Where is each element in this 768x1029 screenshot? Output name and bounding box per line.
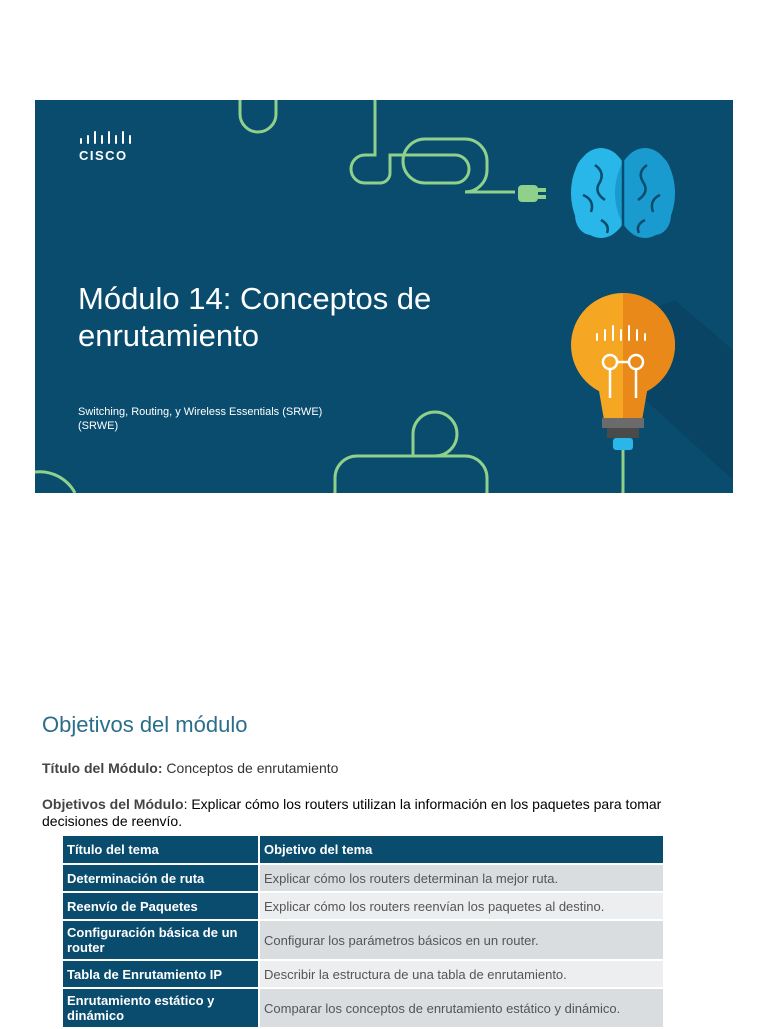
table-row bbox=[62, 920, 664, 960]
topic-title-cell: Reenvío de Paquetes bbox=[62, 892, 259, 920]
slide-title-line2: enrutamiento bbox=[78, 318, 259, 353]
table-row bbox=[62, 864, 664, 892]
module-objective-value: : Explicar cómo los routers utilizan la información en los paquetes para tomar decisiones de reenvío. bbox=[42, 796, 662, 829]
topic-objective-cell: Configurar los parámetros básicos en un router. bbox=[259, 920, 664, 960]
table-row bbox=[62, 960, 664, 988]
slide-subtitle-line2: (SRWE) bbox=[78, 420, 119, 432]
table-row bbox=[62, 988, 664, 1028]
slide-title-line1: Módulo 14: Conceptos de bbox=[78, 281, 432, 316]
module-objective-label: Objetivos del Módulo bbox=[42, 796, 184, 812]
brain-icon bbox=[571, 148, 675, 238]
header-topic-title: Título del tema bbox=[62, 835, 259, 864]
cisco-logo-text: CISCO bbox=[79, 148, 128, 163]
slide-title bbox=[78, 280, 508, 354]
slide-subtitle-line1: Switching, Routing, y Wireless Essentials (SRWE) bbox=[78, 406, 323, 418]
topic-objective-cell: Comparar los conceptos de enrutamiento estático y dinámico. bbox=[259, 988, 664, 1028]
topic-objective-cell: Explicar cómo los routers determinan la mejor ruta. bbox=[259, 864, 664, 892]
topic-objective-cell: Describir la estructura de una tabla de enrutamiento. bbox=[259, 960, 664, 988]
module-title-line bbox=[42, 760, 338, 776]
title-slide bbox=[35, 100, 733, 493]
topic-title-cell: Configuración básica de un router bbox=[62, 920, 259, 960]
module-title-value: Conceptos de enrutamiento bbox=[162, 760, 339, 776]
module-objective-line bbox=[42, 796, 702, 830]
topic-objective-cell: Explicar cómo los routers reenvían los paquetes al destino. bbox=[259, 892, 664, 920]
topic-title-cell: Determinación de ruta bbox=[62, 864, 259, 892]
slide-subtitle bbox=[78, 405, 378, 433]
table-header-row bbox=[62, 835, 664, 864]
module-title-label: Título del Módulo: bbox=[42, 760, 163, 776]
topic-title-cell: Enrutamiento estático y dinámico bbox=[62, 988, 259, 1028]
topic-title-cell: Tabla de Enrutamiento IP bbox=[62, 960, 259, 988]
lightbulb-icon bbox=[571, 293, 733, 480]
section-heading: Objetivos del módulo bbox=[42, 712, 248, 737]
topics-table bbox=[61, 834, 665, 1029]
header-topic-objective: Objetivo del tema bbox=[259, 835, 664, 864]
plug-icon bbox=[518, 185, 546, 202]
table-row bbox=[62, 892, 664, 920]
